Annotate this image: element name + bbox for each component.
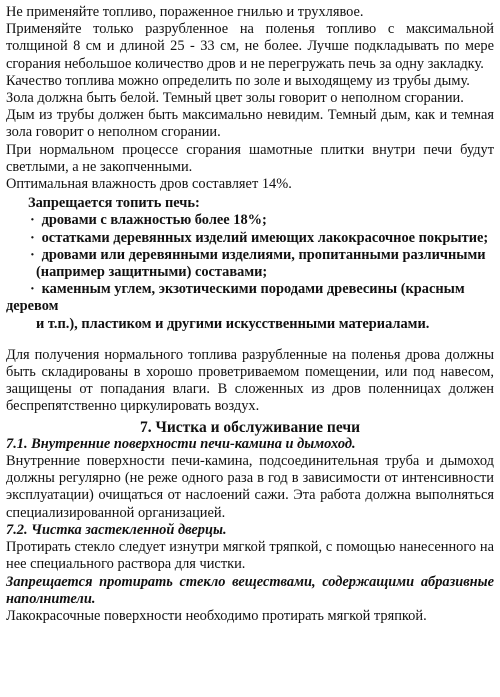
ban-item-continuation: деревом (6, 298, 59, 315)
section-title: 7. Чистка и обслуживание печи (139, 418, 361, 436)
ban-item-continuation: (например защитными) составами; (36, 264, 268, 281)
paragraph-smoke: Дым из трубы должен быть максимально невидим. Темный дым, как и темная зола говорит о неполном сгорании. (6, 107, 494, 141)
paragraph-inner-surfaces: Внутренние поверхности печи-камина, подсоединительная труба и дымоход должны регулярно (не реже одного раза в год в зависимости от интенсивности эксплуатации) очищаться от наслоений сажи. Эта работа должна выполняться специализированной организацией. (6, 453, 494, 521)
paragraph-log-size: Применяйте только разрубленное на поленья топливо с максимальной толщиной 8 см и длиной 25 - 33 см, не более. Лучше подкладывать по мере сгорания небольшое количество дров и не перегружать печь за одну закладку. (6, 21, 494, 72)
ban-item-text: дровами или деревянными изделиями, пропитанными различными (41, 246, 486, 263)
ban-item (30, 247, 494, 264)
ban-item-text: дровами с влажностью более 18%; (41, 212, 267, 229)
ban-item-text: каменным углем, экзотическими породами древесины (красным (41, 281, 465, 298)
paragraph-paint-surfaces: Лакокрасочные поверхности необходимо протирать мягкой тряпкой. (6, 607, 427, 624)
ban-list (6, 212, 494, 332)
paragraph-ash-color: Зола должна быть белой. Темный цвет золы говорит о неполном сгорании. (6, 90, 464, 107)
ban-item-text: остатками деревянных изделий имеющих лакокрасочное покрытие; (41, 229, 489, 246)
paragraph-rotten-fuel: Не применяйте топливо, пораженное гнилью и трухлявое. (6, 4, 364, 20)
bullet-icon: · (30, 281, 35, 298)
bullet-icon: · (30, 246, 35, 263)
ban-item (30, 281, 494, 298)
paragraph-glass-cleaning: Протирать стекло следует изнутри мягкой тряпкой, с помощью нанесенного на нее специального раствора для чистки. (6, 539, 494, 573)
subsection-heading-7-2: 7.2. Чистка застекленной дверцы. (6, 521, 227, 538)
ban-heading: Запрещается топить печь: (28, 195, 200, 212)
ban-item-continuation: и т.п.), пластиком и другими искусственными материалами. (36, 315, 430, 332)
bullet-icon: · (30, 212, 35, 229)
paragraph-chamotte: При нормальном процессе сгорания шамотные плитки внутри печи будут светлыми, а не закопченными. (6, 141, 494, 175)
subsection-heading-7-1: 7.1. Внутренние поверхности печи-камина и дымоход. (6, 435, 356, 452)
ban-item (30, 212, 494, 229)
paragraph-fuel-quality: Качество топлива можно определить по золе и выходящему из трубы дыму. (6, 72, 470, 89)
paragraph-humidity: Оптимальная влажность дров составляет 14%. (6, 176, 292, 193)
bullet-icon: · (30, 229, 35, 246)
spacer (6, 333, 494, 347)
ban-item (30, 230, 494, 247)
warning-abrasives: Запрещается протирать стекло веществами, содержащими абразивные наполнители. (6, 573, 494, 607)
paragraph-storage: Для получения нормального топлива разрубленные на поленья дрова должны быть складированы в хорошо проветриваемом помещении, или под навесом, защищены от попадания влаги. В сложенных из дров поленницах должен беспрепятственно циркулировать воздух. (6, 346, 494, 415)
